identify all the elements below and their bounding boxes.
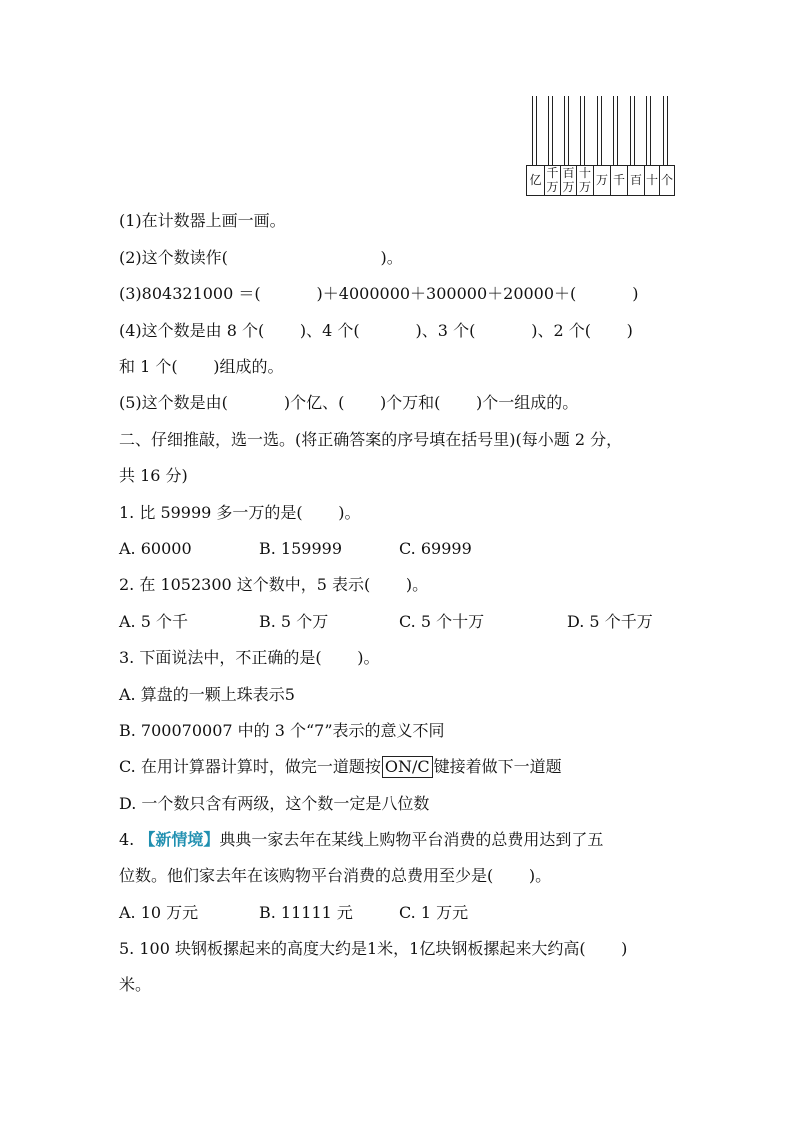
on-c-key: ON/C	[382, 756, 433, 778]
counter-rod-bai	[630, 96, 635, 166]
section-heading: 二、仔细推敲，选一选。(将正确答案的序号填在括号里)(每小题 2 分，	[119, 430, 623, 449]
new-context-tag: 【新情境】	[139, 830, 220, 849]
question-4-number: 4.	[119, 830, 140, 849]
option-a: A. 5 个千	[119, 612, 188, 631]
place-label: 百	[627, 166, 644, 195]
option-c-text-end: 键接着做下一道题	[433, 757, 562, 776]
question-2: 2. 在 1052300 这个数中，5 表示( )。	[119, 575, 429, 594]
option-b: B. 159999	[259, 539, 343, 558]
counter-rod-shiwan	[580, 96, 585, 166]
counter-rod-wan	[597, 96, 602, 166]
option-c: C. 5 个十万	[399, 612, 485, 631]
question-4-text: 典典一家去年在某线上购物平台消费的总费用达到了五	[219, 830, 604, 849]
question-4-cont: 位数。他们家去年在该购物平台消费的总费用至少是( )。	[119, 866, 552, 885]
place-label: 百万	[560, 166, 576, 195]
option-c	[119, 756, 562, 778]
p1-question-3: (3)804321000 ＝( )＋4000000＋300000＋20000＋( )	[119, 284, 639, 303]
counter-base	[526, 165, 675, 196]
counter-rod-shi	[646, 96, 651, 166]
place-label: 十万	[576, 166, 593, 195]
option-a: A. 算盘的一颗上珠表示5	[119, 685, 295, 704]
question-5-cont: 米。	[119, 975, 152, 994]
option-b: B. 700070007 中的 3 个“7”表示的意义不同	[119, 721, 445, 740]
place-label: 万	[593, 166, 610, 195]
p1-question-1: (1)在计数器上画一画。	[119, 211, 286, 230]
counter-rod-qianwan	[548, 96, 553, 166]
place-label: 亿	[529, 173, 542, 187]
option-c-text: C. 在用计算器计算时，做完一道题按	[119, 757, 381, 776]
p1-question-4: (4)这个数是由 8 个( )、4 个( )、3 个( )、2 个( )	[119, 321, 633, 340]
p1-question-4-cont: 和 1 个( )组成的。	[119, 357, 284, 376]
option-d: D. 5 个千万	[567, 612, 653, 631]
counter-rod-baiwan	[564, 96, 569, 166]
option-c: C. 69999	[399, 539, 472, 558]
section-heading-cont: 共 16 分)	[119, 466, 188, 485]
option-a: A. 60000	[119, 539, 192, 558]
option-c: C. 1 万元	[399, 903, 469, 922]
place-label: 个	[659, 166, 674, 195]
option-d: D. 一个数只含有两级，这个数一定是八位数	[119, 794, 430, 813]
p1-question-2: (2)这个数读作( )。	[119, 248, 403, 267]
option-a: A. 10 万元	[119, 903, 199, 922]
place-label: 千	[610, 166, 627, 195]
counter-rod-yi	[532, 96, 537, 166]
question-4	[119, 829, 603, 851]
option-b: B. 11111 元	[259, 903, 353, 922]
question-1: 1. 比 59999 多一万的是( )。	[119, 503, 361, 522]
place-label: 千万	[544, 166, 560, 195]
counter-rod-qian	[613, 96, 618, 166]
p1-question-5: (5)这个数是由( )个亿、( )个万和( )个一组成的。	[119, 393, 579, 412]
place-label: 十	[644, 166, 659, 195]
question-5: 5. 100 块钢板摞起来的高度大约是1米，1亿块钢板摞起来大约高( )	[119, 939, 628, 958]
question-3: 3. 下面说法中，不正确的是( )。	[119, 648, 380, 667]
counter-rod-ge	[663, 96, 668, 166]
place-value-counter	[526, 96, 675, 197]
option-b: B. 5 个万	[259, 612, 329, 631]
